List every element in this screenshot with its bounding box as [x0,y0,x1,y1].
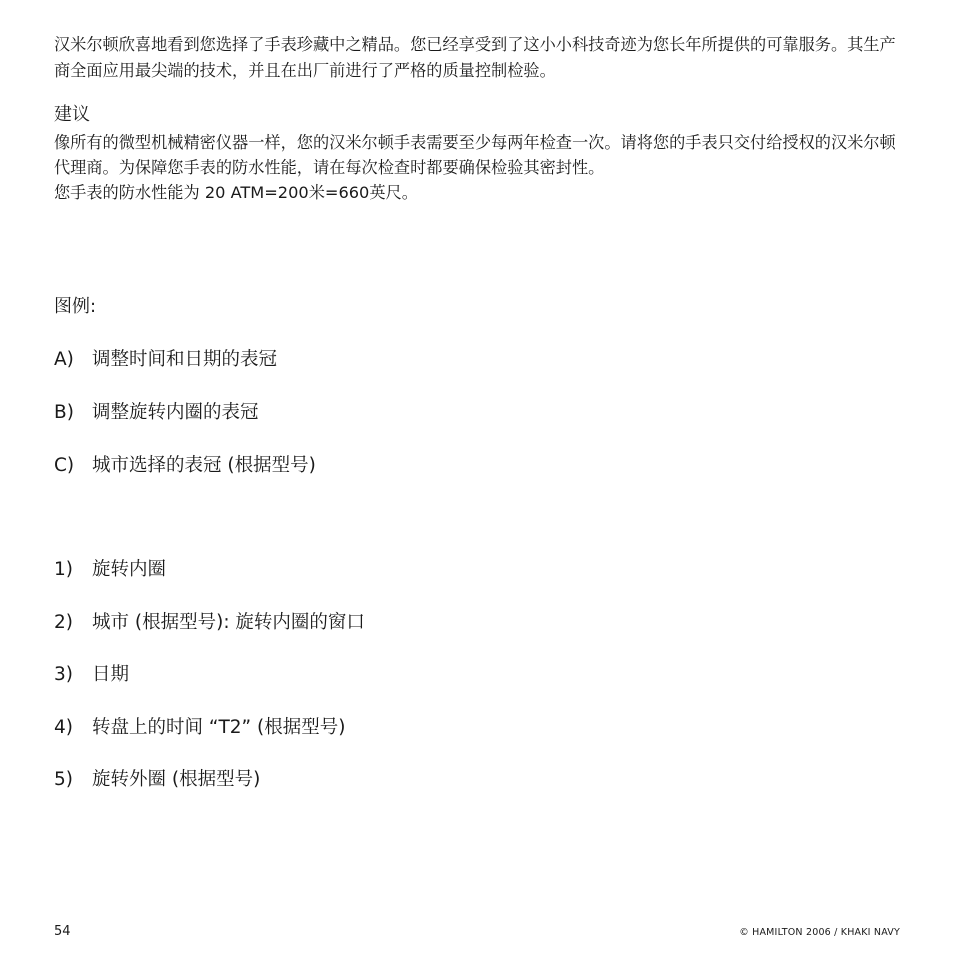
legend-marker: 3) [54,664,73,685]
legend-marker: A) [54,349,74,370]
legend-item-text: 旋转内圈 [92,559,167,580]
legend-item-text: 城市选择的表冠 (根据型号) [92,455,316,476]
legend-item-text: 转盘上的时间 “T2” (根据型号) [92,717,346,738]
legend-marker: C) [54,455,75,476]
water-resistance-text: 您手表的防水性能为 20 ATM=200米=660英尺。 [54,183,418,202]
page-number: 54 [54,924,71,939]
legend-marker: 1) [54,559,73,580]
legend-item-2 [54,610,365,636]
legend-marker: B) [54,402,74,423]
legend-marker: 4) [54,717,73,738]
intro-paragraph: 汉米尔顿欣喜地看到您选择了手表珍藏中之精品。您已经享受到了这小小科技奇迹为您长年所提供的可靠服务。其生产商全面应用最尖端的技术，并且在出厂前进行了严格的质量控制检验。 [54,35,896,80]
legend-item-c [54,453,316,479]
legend-item-5 [54,767,260,793]
advice-paragraph: 像所有的微型机械精密仪器一样，您的汉米尔顿手表需要至少每两年检查一次。请将您的手表只交付给授权的汉米尔顿代理商。为保障您手表的防水性能，请在每次检查时都要确保检验其密封性。 [54,133,896,177]
legend-item-text: 调整旋转内圈的表冠 [92,402,259,423]
advice-heading: 建议 [54,104,90,125]
legend-item-4 [54,715,345,741]
legend-marker: 5) [54,769,73,790]
legend-item-a [54,347,277,373]
legend-marker: 2) [54,612,73,633]
legend-item-text: 调整时间和日期的表冠 [92,349,278,370]
legend-title: 图例: [54,296,97,317]
legend-item-3 [54,662,129,688]
copyright-notice: © HAMILTON 2006 / KHAKI NAVY [739,927,900,938]
legend-item-text: 城市 (根据型号): 旋转内圈的窗口 [92,612,365,633]
legend-item-1 [54,557,166,583]
legend-item-text: 日期 [92,664,130,685]
legend-item-b [54,400,259,426]
legend-item-text: 旋转外圈 (根据型号) [92,769,261,790]
